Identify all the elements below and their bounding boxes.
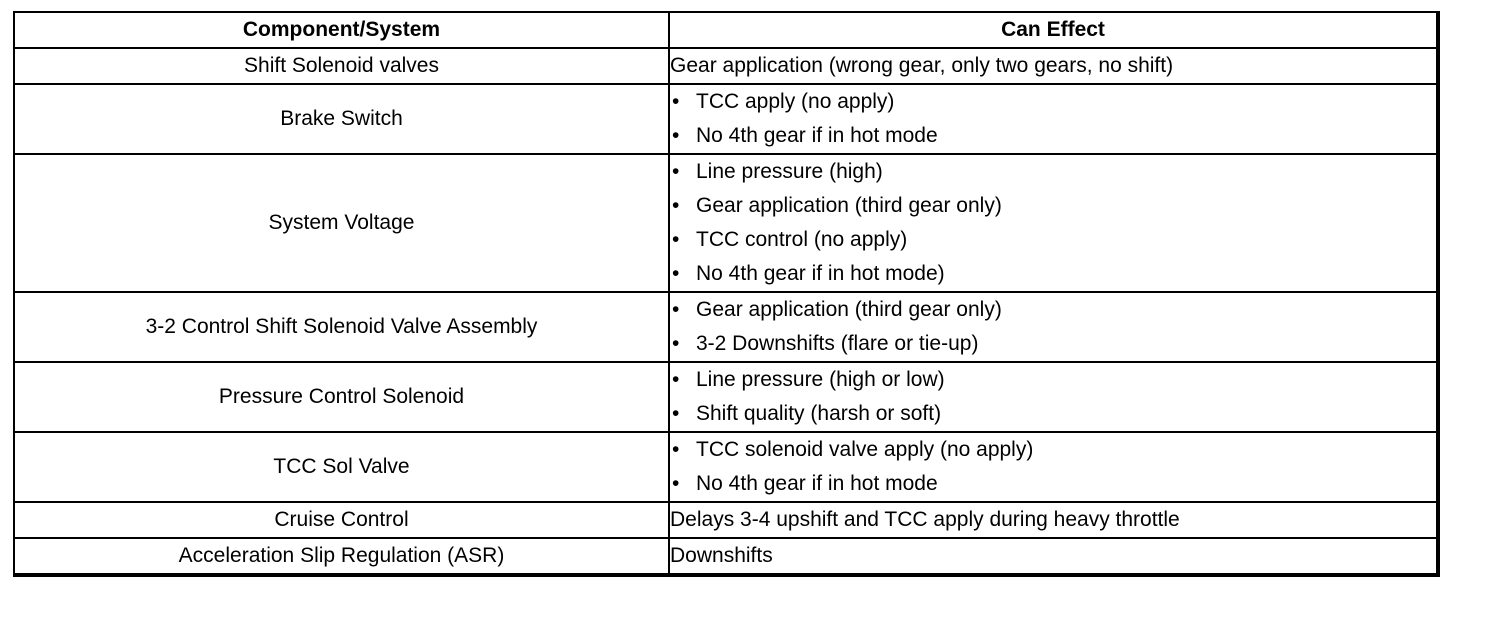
effect-list: [670, 363, 1436, 431]
effect-list: [670, 85, 1436, 153]
component-cell: Shift Solenoid valves: [14, 48, 669, 84]
table-header-row: [14, 12, 1438, 48]
effect-cell: [669, 432, 1438, 502]
component-cell: Brake Switch: [14, 84, 669, 154]
effect-item: [670, 433, 1436, 467]
component-cell: Cruise Control: [14, 502, 669, 538]
effect-item: [670, 397, 1436, 431]
effect-cell: [669, 154, 1438, 292]
effect-text: No 4th gear if in hot mode): [696, 262, 945, 285]
effect-item: [670, 85, 1436, 119]
component-cell: System Voltage: [14, 154, 669, 292]
header-component: Component/System: [14, 12, 669, 48]
component-cell: Acceleration Slip Regulation (ASR): [14, 538, 669, 575]
table-row: [14, 502, 1438, 538]
table-body: [14, 48, 1438, 575]
effect-text: Line pressure (high or low): [696, 368, 945, 391]
bullet-icon: •: [672, 124, 680, 147]
component-cell: TCC Sol Valve: [14, 432, 669, 502]
effect-item: [670, 257, 1436, 291]
effect-cell: [669, 362, 1438, 432]
effect-text: Line pressure (high): [696, 160, 883, 183]
component-cell: 3-2 Control Shift Solenoid Valve Assembly: [14, 292, 669, 362]
effect-text: Gear application (third gear only): [696, 194, 1002, 217]
table-row: [14, 362, 1438, 432]
effect-text: Shift quality (harsh or soft): [696, 402, 942, 425]
effect-text: TCC solenoid valve apply (no apply): [696, 438, 1034, 461]
table-row: [14, 538, 1438, 575]
table-row: [14, 292, 1438, 362]
effect-cell: Gear application (wrong gear, only two gears, no shift): [669, 48, 1438, 84]
bullet-icon: •: [672, 472, 680, 495]
bullet-icon: •: [672, 438, 680, 461]
effect-text: TCC control (no apply): [696, 228, 908, 251]
effect-cell: [669, 292, 1438, 362]
table-row: [14, 84, 1438, 154]
effect-text: 3-2 Downshifts (flare or tie-up): [696, 332, 979, 355]
effect-list: [670, 293, 1436, 361]
component-effect-table: [13, 11, 1440, 577]
bullet-icon: •: [672, 402, 680, 425]
header-effect: Can Effect: [669, 12, 1438, 48]
bullet-icon: •: [672, 194, 680, 217]
bullet-icon: •: [672, 298, 680, 321]
effect-list: [670, 155, 1436, 291]
effect-item: [670, 363, 1436, 397]
effect-item: [670, 467, 1436, 501]
bullet-icon: •: [672, 368, 680, 391]
effect-cell: Delays 3-4 upshift and TCC apply during heavy throttle: [669, 502, 1438, 538]
bullet-icon: •: [672, 332, 680, 355]
bullet-icon: •: [672, 160, 680, 183]
effect-item: [670, 155, 1436, 189]
table-row: [14, 432, 1438, 502]
bullet-icon: •: [672, 262, 680, 285]
effect-text: Gear application (third gear only): [696, 298, 1002, 321]
effect-list: [670, 433, 1436, 501]
effect-text: No 4th gear if in hot mode: [696, 472, 938, 495]
effect-cell: Downshifts: [669, 538, 1438, 575]
bullet-icon: •: [672, 90, 680, 113]
table-row: [14, 154, 1438, 292]
effect-item: [670, 293, 1436, 327]
bullet-icon: •: [672, 228, 680, 251]
table-row: [14, 48, 1438, 84]
component-cell: Pressure Control Solenoid: [14, 362, 669, 432]
effect-item: [670, 223, 1436, 257]
effect-cell: [669, 84, 1438, 154]
effect-text: TCC apply (no apply): [696, 90, 895, 113]
effect-text: No 4th gear if in hot mode: [696, 124, 938, 147]
effect-item: [670, 119, 1436, 153]
effect-item: [670, 327, 1436, 361]
effect-item: [670, 189, 1436, 223]
